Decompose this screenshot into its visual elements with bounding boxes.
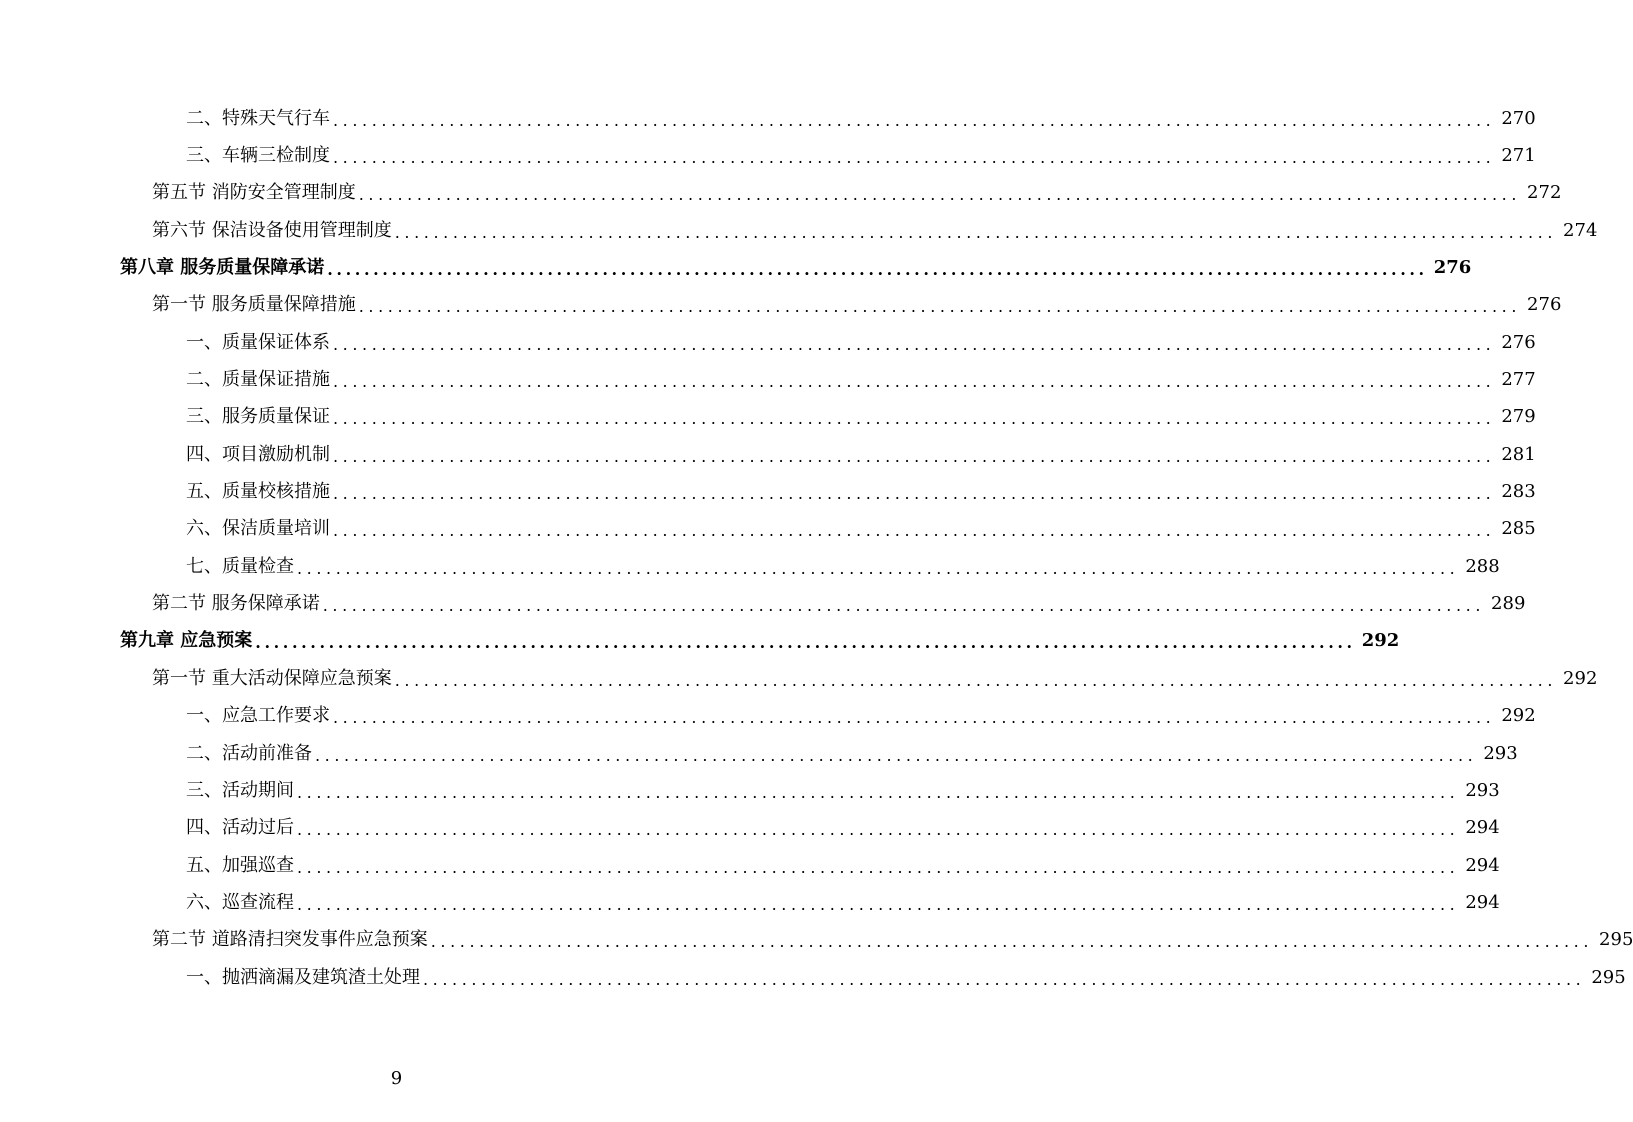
toc-section-entry[interactable] bbox=[0, 175, 1562, 212]
dot-leader: ........................................................................................................................ bbox=[430, 932, 1594, 952]
toc-entry-title: 第九章 应急预案 bbox=[120, 630, 253, 652]
toc-subsection-entry[interactable] bbox=[0, 810, 1500, 847]
dot-leader: ........................................................................................................................ bbox=[297, 894, 1460, 914]
toc-subsection-entry[interactable] bbox=[0, 772, 1500, 809]
toc-subsection-entry[interactable] bbox=[0, 399, 1536, 436]
toc-section-entry[interactable] bbox=[0, 212, 1598, 249]
dot-leader: ........................................................................................................................ bbox=[394, 222, 1558, 242]
dot-leader: ........................................................................................................................ bbox=[333, 521, 1496, 541]
toc-entry-page: 295 bbox=[1599, 929, 1633, 951]
dot-leader: ........................................................................................................................ bbox=[322, 596, 1486, 616]
toc-subsection-entry[interactable] bbox=[0, 473, 1536, 510]
toc-entry-page: 272 bbox=[1527, 182, 1562, 204]
toc-entry-page: 285 bbox=[1501, 518, 1536, 540]
toc-entry-title: 第一节 服务质量保障措施 bbox=[152, 294, 356, 316]
toc-subsection-entry[interactable] bbox=[0, 511, 1536, 548]
toc-entry-page: 292 bbox=[1563, 667, 1598, 689]
dot-leader: ........................................................................................................................ bbox=[327, 260, 1428, 280]
dot-leader: ........................................................................................................................ bbox=[315, 745, 1478, 765]
toc-entry-page: 295 bbox=[1591, 966, 1626, 988]
toc-entry-title: 一、质量保证体系 bbox=[186, 331, 330, 353]
toc-entry-title: 三、车辆三检制度 bbox=[186, 145, 330, 167]
toc-entry-page: 271 bbox=[1501, 145, 1536, 167]
toc-entry-title: 五、质量校核措施 bbox=[186, 481, 330, 503]
toc-chapter-entry[interactable] bbox=[0, 249, 1472, 286]
toc-subsection-entry[interactable] bbox=[0, 137, 1536, 174]
dot-leader: ........................................................................................................................ bbox=[394, 670, 1558, 690]
toc-entry-page: 294 bbox=[1465, 854, 1500, 876]
toc-entry-title: 第五节 消防安全管理制度 bbox=[152, 182, 356, 204]
toc-entry-page: 293 bbox=[1465, 779, 1500, 801]
table-of-contents bbox=[0, 100, 1633, 996]
dot-leader: ........................................................................................................................ bbox=[297, 782, 1460, 802]
toc-entry-page: 293 bbox=[1483, 742, 1518, 764]
toc-entry-title: 三、活动期间 bbox=[186, 779, 294, 801]
toc-subsection-entry[interactable] bbox=[0, 100, 1536, 137]
toc-section-entry[interactable] bbox=[0, 660, 1598, 697]
dot-leader: ........................................................................................................................ bbox=[333, 110, 1496, 130]
toc-entry-page: 294 bbox=[1465, 817, 1500, 839]
toc-entry-title: 四、活动过后 bbox=[186, 817, 294, 839]
toc-entry-title: 六、保洁质量培训 bbox=[186, 518, 330, 540]
toc-entry-page: 283 bbox=[1501, 481, 1536, 503]
toc-subsection-entry[interactable] bbox=[0, 959, 1626, 996]
toc-section-entry[interactable] bbox=[0, 287, 1562, 324]
toc-entry-title: 二、特殊天气行车 bbox=[186, 107, 330, 129]
toc-entry-title: 第六节 保洁设备使用管理制度 bbox=[152, 219, 392, 241]
toc-entry-page: 292 bbox=[1361, 630, 1400, 652]
dot-leader: ........................................................................................................................ bbox=[297, 558, 1460, 578]
toc-entry-page: 294 bbox=[1465, 891, 1500, 913]
toc-subsection-entry[interactable] bbox=[0, 324, 1536, 361]
toc-entry-title: 七、质量检查 bbox=[186, 555, 294, 577]
dot-leader: ........................................................................................................................ bbox=[297, 820, 1460, 840]
toc-entry-page: 276 bbox=[1501, 331, 1536, 353]
dot-leader: ........................................................................................................................ bbox=[297, 857, 1460, 877]
toc-entry-title: 三、服务质量保证 bbox=[186, 406, 330, 428]
toc-subsection-entry[interactable] bbox=[0, 361, 1536, 398]
dot-leader: ........................................................................................................................ bbox=[255, 633, 1356, 653]
toc-entry-title: 二、质量保证措施 bbox=[186, 369, 330, 391]
toc-entry-title: 第二节 服务保障承诺 bbox=[152, 593, 320, 615]
toc-section-entry[interactable] bbox=[0, 922, 1633, 959]
dot-leader: ........................................................................................................................ bbox=[333, 148, 1496, 168]
dot-leader: ........................................................................................................................ bbox=[333, 708, 1496, 728]
dot-leader: ........................................................................................................................ bbox=[358, 297, 1522, 317]
toc-entry-title: 四、项目激励机制 bbox=[186, 443, 330, 465]
dot-leader: ........................................................................................................................ bbox=[333, 446, 1496, 466]
toc-entry-title: 一、应急工作要求 bbox=[186, 705, 330, 727]
dot-leader: ........................................................................................................................ bbox=[333, 334, 1496, 354]
dot-leader: ........................................................................................................................ bbox=[358, 185, 1522, 205]
toc-entry-page: 276 bbox=[1433, 257, 1472, 279]
toc-subsection-entry[interactable] bbox=[0, 436, 1536, 473]
toc-chapter-entry[interactable] bbox=[0, 623, 1400, 660]
dot-leader: ........................................................................................................................ bbox=[333, 484, 1496, 504]
toc-section-entry[interactable] bbox=[0, 585, 1526, 622]
dot-leader: ........................................................................................................................ bbox=[333, 409, 1496, 429]
toc-entry-page: 289 bbox=[1491, 593, 1526, 615]
toc-subsection-entry[interactable] bbox=[0, 698, 1536, 735]
toc-entry-page: 288 bbox=[1465, 555, 1500, 577]
toc-entry-page: 276 bbox=[1527, 294, 1562, 316]
toc-entry-title: 第八章 服务质量保障承诺 bbox=[120, 257, 325, 279]
toc-entry-page: 281 bbox=[1501, 443, 1536, 465]
toc-entry-title: 第二节 道路清扫突发事件应急预案 bbox=[152, 929, 428, 951]
toc-subsection-entry[interactable] bbox=[0, 548, 1500, 585]
toc-entry-title: 第一节 重大活动保障应急预案 bbox=[152, 667, 392, 689]
toc-subsection-entry[interactable] bbox=[0, 735, 1518, 772]
toc-subsection-entry[interactable] bbox=[0, 847, 1500, 884]
toc-entry-title: 五、加强巡查 bbox=[186, 854, 294, 876]
toc-entry-page: 279 bbox=[1501, 406, 1536, 428]
toc-entry-page: 270 bbox=[1501, 107, 1536, 129]
toc-entry-page: 274 bbox=[1563, 219, 1598, 241]
dot-leader: ........................................................................................................................ bbox=[333, 372, 1496, 392]
toc-entry-page: 277 bbox=[1501, 369, 1536, 391]
dot-leader: ........................................................................................................................ bbox=[423, 969, 1586, 989]
toc-entry-title: 二、活动前准备 bbox=[186, 742, 312, 764]
toc-entry-title: 六、巡查流程 bbox=[186, 891, 294, 913]
page-number: 9 bbox=[390, 1068, 403, 1089]
toc-entry-page: 292 bbox=[1501, 705, 1536, 727]
toc-entry-title: 一、抛洒滴漏及建筑渣土处理 bbox=[186, 966, 420, 988]
toc-subsection-entry[interactable] bbox=[0, 884, 1500, 921]
